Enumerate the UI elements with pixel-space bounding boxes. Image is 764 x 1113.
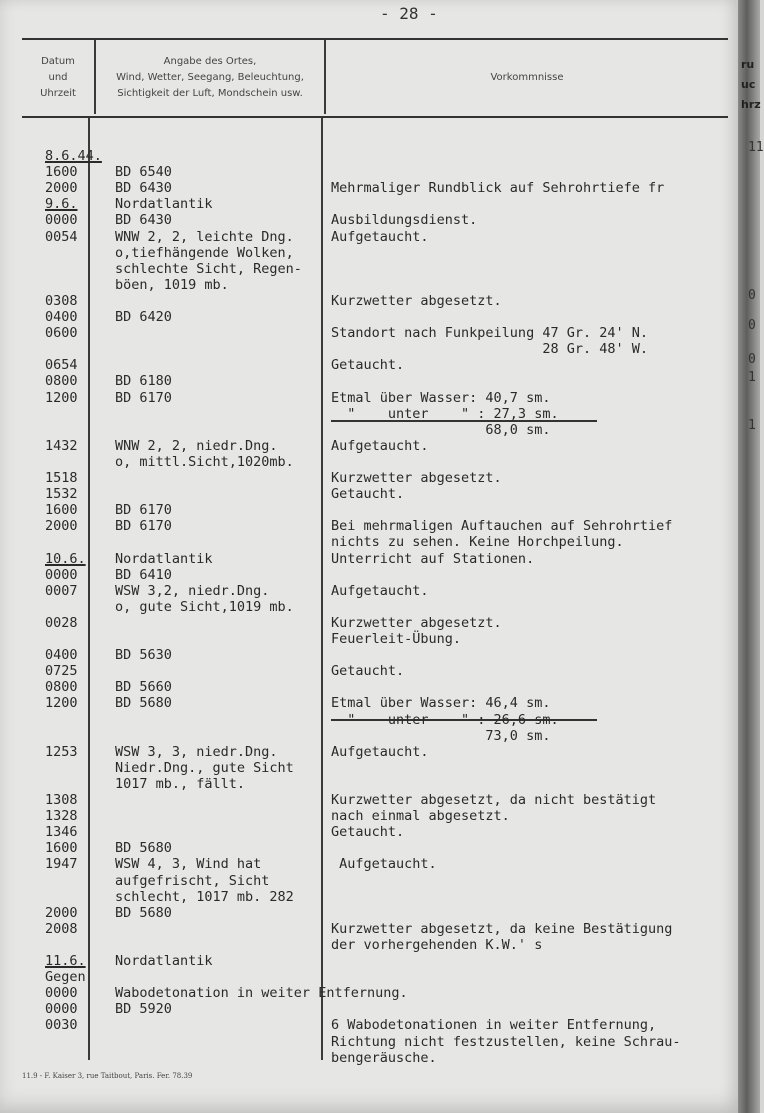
log-event: " unter " : 27,3 sm. bbox=[331, 405, 559, 422]
log-time: 1947 bbox=[45, 856, 78, 873]
log-event: Standort nach Funkpeilung 47 Gr. 24' N. bbox=[331, 325, 648, 342]
log-place: BD 6420 bbox=[115, 309, 172, 325]
log-time: 1308 bbox=[45, 792, 78, 808]
log-time: 0007 bbox=[45, 582, 78, 599]
log-event: Aufgetaucht. bbox=[331, 582, 429, 599]
log-time: 0400 bbox=[45, 309, 78, 325]
log-place: BD 6170 bbox=[115, 389, 172, 406]
header-divider-2 bbox=[324, 40, 326, 114]
log-place: schlechte Sicht, Regen- bbox=[115, 260, 302, 277]
spine-label-2: uc bbox=[741, 78, 756, 91]
log-event: Bei mehrmaligen Auftauchen auf Sehrohrtief bbox=[331, 518, 673, 535]
page-number: - 28 - bbox=[380, 4, 438, 23]
log-time: 0654 bbox=[45, 357, 78, 374]
log-time: Gegen bbox=[45, 969, 86, 986]
log-place: BD 6540 bbox=[115, 164, 172, 181]
log-place: o,tiefhängende Wolken, bbox=[115, 244, 294, 261]
log-event: 6 Wabodetonationen in weiter Entfernung, bbox=[331, 1017, 657, 1034]
header-und-line: und bbox=[48, 72, 68, 83]
log-place: BD 5680 bbox=[115, 904, 172, 921]
log-event: Etmal über Wasser: 46,4 sm. bbox=[331, 695, 551, 712]
log-event: Aufgetaucht. bbox=[331, 743, 429, 760]
log-place: 1017 mb., fällt. bbox=[115, 775, 246, 792]
log-place: schlecht, 1017 mb. 282 bbox=[115, 888, 294, 905]
log-event: Getaucht. bbox=[331, 486, 405, 503]
log-place: BD 6170 bbox=[115, 518, 172, 535]
log-place: Wabodetonation in weiter Entfernung. bbox=[115, 985, 408, 1002]
log-event: nach einmal abgesetzt. bbox=[331, 808, 510, 825]
log-place: Niedr.Dng., gute Sicht bbox=[115, 759, 294, 776]
log-time: 0000 bbox=[45, 1001, 78, 1018]
log-place: Nordatlantik bbox=[115, 953, 213, 969]
spine-label-3: hrz bbox=[741, 98, 761, 111]
spine-digit-1: 11 bbox=[748, 140, 764, 155]
table-header bbox=[22, 38, 728, 118]
spine-digit-6: 1 bbox=[748, 418, 756, 433]
header-location-line1: Angabe des Ortes, bbox=[163, 56, 257, 67]
log-event: " unter " : 26,6 sm. bbox=[331, 711, 559, 728]
log-place: BD 5630 bbox=[115, 647, 172, 664]
log-event: Ausbildungsdienst. bbox=[331, 212, 478, 229]
printer-footer: 11.9 - F. Kaiser 3, rue Taitbout, Paris. Fer. 78.39 bbox=[22, 1072, 193, 1080]
log-event: Kurzwetter abgesetzt. bbox=[331, 614, 502, 631]
log-place: o, gute Sicht,1019 mb. bbox=[115, 598, 294, 615]
log-event: Getaucht. bbox=[331, 357, 405, 374]
log-time: 0400 bbox=[45, 647, 78, 664]
log-time: 1200 bbox=[45, 389, 78, 406]
log-place: WSW 4, 3, Wind hat bbox=[115, 856, 262, 873]
log-time: 0800 bbox=[45, 679, 78, 696]
log-time: 1346 bbox=[45, 824, 78, 841]
log-place: aufgefrischt, Sicht bbox=[115, 872, 270, 889]
log-time: 0000 bbox=[45, 566, 78, 583]
log-time: 0600 bbox=[45, 325, 78, 342]
log-place: WSW 3, 3, niedr.Dng. bbox=[115, 743, 278, 760]
log-event: Mehrmaliger Rundblick auf Sehrohrtiefe fr bbox=[331, 180, 665, 197]
log-place: Nordatlantik bbox=[115, 550, 213, 567]
log-place: BD 6430 bbox=[115, 212, 172, 229]
log-time: 1600 bbox=[45, 164, 78, 181]
log-event: Getaucht. bbox=[331, 663, 405, 680]
log-event: 28 Gr. 48' W. bbox=[331, 341, 648, 358]
log-event: der vorhergehenden K.W.' s bbox=[331, 936, 543, 953]
spine-digit-5: 1 bbox=[748, 370, 756, 385]
log-place: o, mittl.Sicht,1020mb. bbox=[115, 453, 294, 470]
log-event: bengeräusche. bbox=[331, 1049, 437, 1066]
log-place: BD 6170 bbox=[115, 502, 172, 519]
log-time: 0725 bbox=[45, 663, 78, 680]
log-time: 1532 bbox=[45, 486, 78, 503]
log-place: Nordatlantik bbox=[115, 196, 213, 213]
log-event: Kurzwetter abgesetzt. bbox=[331, 292, 502, 309]
log-place: BD 5660 bbox=[115, 679, 172, 696]
log-place: BD 5920 bbox=[115, 1001, 172, 1018]
log-event: Getaucht. bbox=[331, 824, 405, 841]
log-time: 0000 bbox=[45, 212, 78, 229]
log-event: Aufgetaucht. bbox=[331, 437, 429, 454]
log-time: 1253 bbox=[45, 743, 78, 760]
log-event: Aufgetaucht. bbox=[331, 856, 437, 873]
log-event: Kurzwetter abgesetzt, da nicht bestätigt bbox=[331, 792, 657, 808]
log-time: 2000 bbox=[45, 180, 78, 197]
log-time: 2000 bbox=[45, 904, 78, 921]
log-place: WNW 2, 2, leichte Dng. bbox=[115, 228, 294, 245]
log-event: 73,0 sm. bbox=[331, 727, 551, 744]
log-time: 0308 bbox=[45, 292, 78, 309]
log-time: 8.6.44. bbox=[45, 148, 102, 164]
log-place: WSW 3,2, niedr.Dng. bbox=[115, 582, 270, 599]
log-place: BD 5680 bbox=[115, 840, 172, 857]
header-location bbox=[96, 40, 324, 116]
log-place: BD 5680 bbox=[115, 695, 172, 712]
log-event: Unterricht auf Stationen. bbox=[331, 550, 535, 567]
log-time: 1600 bbox=[45, 502, 78, 519]
log-time: 10.6. bbox=[45, 550, 86, 567]
log-time: 0028 bbox=[45, 614, 78, 631]
log-place: böen, 1019 mb. bbox=[115, 276, 229, 293]
spine-digit-4: 0 bbox=[748, 352, 756, 367]
book-spine bbox=[738, 0, 760, 1113]
log-time: 1328 bbox=[45, 808, 78, 825]
header-location-line2: Wind, Wetter, Seegang, Beleuchtung, bbox=[116, 72, 304, 83]
header-events-label: Vorkommnisse bbox=[490, 72, 564, 83]
header-date-line: Datum bbox=[41, 56, 75, 67]
spine-digit-3: 0 bbox=[748, 318, 756, 333]
log-event: 68,0 sm. bbox=[331, 421, 551, 438]
log-time: 11.6. bbox=[45, 953, 86, 969]
log-place: WNW 2, 2, niedr.Dng. bbox=[115, 437, 278, 454]
log-place: BD 6430 bbox=[115, 180, 172, 197]
log-event: Feuerleit-Übung. bbox=[331, 631, 462, 647]
log-time: 1432 bbox=[45, 437, 78, 454]
column-rule-time bbox=[88, 118, 90, 1060]
log-time: 2000 bbox=[45, 518, 78, 535]
header-time-line: Uhrzeit bbox=[40, 88, 76, 99]
log-time: 0030 bbox=[45, 1017, 78, 1034]
log-time: 0800 bbox=[45, 373, 78, 390]
log-time: 1200 bbox=[45, 695, 78, 712]
column-rule-place bbox=[321, 118, 323, 1060]
log-time: 9.6. bbox=[45, 196, 78, 213]
log-event: Kurzwetter abgesetzt, da keine Bestätigung bbox=[331, 920, 673, 937]
header-events bbox=[326, 40, 728, 116]
log-place: BD 6180 bbox=[115, 373, 172, 390]
log-place: BD 6410 bbox=[115, 566, 172, 583]
log-event: Kurzwetter abgesetzt. bbox=[331, 470, 502, 486]
log-time: 0000 bbox=[45, 985, 78, 1002]
spine-label-1: ru bbox=[741, 58, 755, 71]
log-time: 1600 bbox=[45, 840, 78, 857]
header-divider-1 bbox=[94, 40, 96, 114]
log-time: 1518 bbox=[45, 470, 78, 486]
log-event: Etmal über Wasser: 40,7 sm. bbox=[331, 389, 551, 406]
header-location-line3: Sichtigkeit der Luft, Mondschein usw. bbox=[117, 88, 303, 99]
header-date-time bbox=[22, 40, 94, 116]
spine-digit-2: 0 bbox=[748, 288, 756, 303]
log-event: Aufgetaucht. bbox=[331, 228, 429, 245]
log-event: nichts zu sehen. Keine Horchpeilung. bbox=[331, 534, 624, 551]
log-time: 0054 bbox=[45, 228, 78, 245]
log-time: 2008 bbox=[45, 920, 78, 937]
log-event: Richtung nicht festzustellen, keine Schrau- bbox=[331, 1033, 681, 1050]
